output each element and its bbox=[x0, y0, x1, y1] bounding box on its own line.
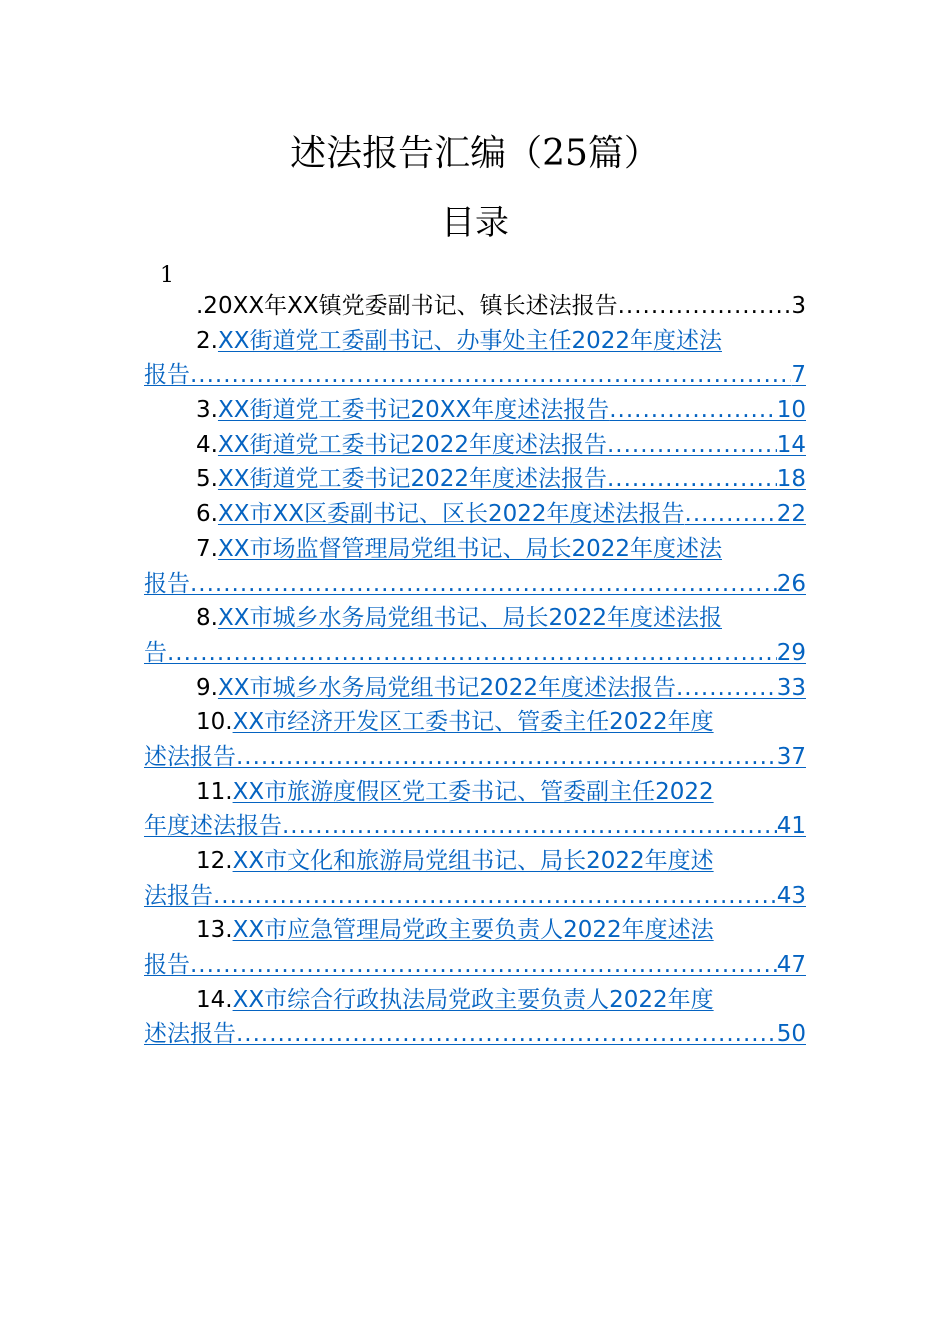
toc-entry-3[interactable] bbox=[144, 393, 806, 428]
toc-page-number: 41 bbox=[776, 813, 806, 840]
toc-entry-title[interactable]: XX街道党工委书记2022年度述法报告 bbox=[217, 466, 607, 493]
toc-entry-11-continuation[interactable] bbox=[144, 809, 806, 844]
toc-entry-title-line2: 报告 bbox=[144, 570, 190, 597]
toc-dot-leader bbox=[609, 393, 776, 428]
toc-entry-title-line2: 述法报告 bbox=[144, 743, 236, 770]
toc-entry-number: 6. bbox=[196, 501, 218, 528]
toc-entry-6[interactable] bbox=[144, 497, 806, 532]
toc-entry-13-continuation[interactable] bbox=[144, 948, 806, 983]
toc-page-number: 50 bbox=[776, 1021, 806, 1048]
toc-entry-7-continuation[interactable] bbox=[144, 567, 806, 602]
toc-entry-8[interactable] bbox=[144, 601, 806, 636]
toc-entry-title-line2: 年度述法报告 bbox=[144, 813, 282, 840]
toc-entry-13[interactable] bbox=[144, 913, 806, 948]
toc-dot-leader bbox=[607, 428, 777, 463]
toc-entry-number: 3. bbox=[196, 397, 218, 424]
toc-entry-title[interactable]: XX市XX区委副书记、区长2022年度述法报告 bbox=[217, 501, 685, 528]
toc-page-number: 7 bbox=[791, 362, 806, 389]
toc-entry-title-line1[interactable]: XX市场监督管理局党组书记、局长2022年度述法 bbox=[217, 535, 722, 562]
toc-entry-8-continuation[interactable] bbox=[144, 636, 806, 671]
toc-entry-title-line2: 报告 bbox=[144, 952, 190, 979]
toc-page-number: 26 bbox=[776, 570, 806, 597]
title-suffix: 篇） bbox=[587, 133, 660, 174]
toc-entry-9[interactable] bbox=[144, 671, 806, 706]
toc-entry-title-line2: 告 bbox=[144, 639, 167, 666]
toc-entry-12-continuation[interactable] bbox=[144, 879, 806, 914]
toc-dot-leader bbox=[282, 809, 777, 844]
toc-entry-title: XX镇党委副书记、镇长述法报告 bbox=[287, 293, 618, 319]
toc-entry-title[interactable]: XX街道党工委书记2022年度述法报告 bbox=[217, 431, 607, 458]
stray-page-number: 1 bbox=[160, 263, 174, 288]
toc-entry-title[interactable]: XX市城乡水务局党组书记2022年度述法报告 bbox=[217, 674, 676, 701]
toc-dot-leader bbox=[190, 948, 777, 983]
toc-entry-11[interactable] bbox=[144, 775, 806, 810]
toc-entry-7[interactable] bbox=[144, 532, 806, 567]
toc-entry-number: 9. bbox=[196, 674, 218, 701]
title-count: 25 bbox=[542, 133, 588, 174]
toc-entry-number: 12. bbox=[196, 848, 233, 874]
toc-entry-title-line2: 报告 bbox=[144, 362, 190, 389]
toc-page-number: 3 bbox=[791, 293, 806, 319]
toc-dot-leader bbox=[607, 462, 777, 497]
toc-entry-title-line1[interactable]: XX市城乡水务局党组书记、局长2022年度述法报 bbox=[217, 605, 722, 632]
toc-page-number: 43 bbox=[776, 882, 806, 909]
toc-entry-number: 2. bbox=[196, 327, 218, 354]
toc-dot-leader bbox=[618, 289, 792, 324]
toc-entry-2-continuation[interactable] bbox=[144, 358, 806, 393]
toc-dot-leader bbox=[685, 497, 777, 532]
document-title bbox=[0, 126, 950, 182]
toc-page-number: 18 bbox=[776, 466, 806, 493]
toc-entry-10-continuation[interactable] bbox=[144, 740, 806, 775]
toc-page-number: 14 bbox=[776, 431, 806, 458]
toc-page-number: 29 bbox=[776, 639, 806, 666]
toc-entry-number: 8. bbox=[196, 605, 218, 632]
toc-page-number: 22 bbox=[776, 501, 806, 528]
toc-dot-leader bbox=[236, 1017, 777, 1052]
toc-entry-title[interactable]: XX街道党工委书记20XX年度述法报告 bbox=[217, 397, 610, 424]
title-prefix: 述法报告汇编（ bbox=[290, 133, 543, 174]
toc-entry-5[interactable] bbox=[144, 462, 806, 497]
toc-entry-title-line1[interactable]: XX市旅游度假区党工委书记、管委副主任2022 bbox=[232, 778, 714, 805]
toc-entry-number: 4. bbox=[196, 431, 218, 458]
toc-entry-title-line1[interactable]: XX市经济开发区工委书记、管委主任2022年度 bbox=[232, 709, 714, 736]
toc-entry-12[interactable] bbox=[144, 844, 806, 879]
toc-dot-leader bbox=[190, 567, 777, 602]
toc-entry-title-line2: 述法报告 bbox=[144, 1021, 236, 1048]
toc-entry-number: 7. bbox=[196, 535, 218, 562]
toc-entry-title-line1[interactable]: XX市综合行政执法局党政主要负责人2022年度 bbox=[232, 986, 714, 1013]
toc-page-number: 47 bbox=[776, 952, 806, 979]
toc-entry-14-continuation[interactable] bbox=[144, 1017, 806, 1052]
toc-entry-title-line1[interactable]: XX市应急管理局党政主要负责人2022年度述法 bbox=[232, 917, 714, 944]
toc-entry-title-line1[interactable]: XX街道党工委副书记、办事处主任2022年度述法 bbox=[217, 327, 722, 354]
toc-entry-title-line1[interactable]: XX市文化和旅游局党组书记、局长2022年度述 bbox=[232, 848, 714, 874]
toc-dot-leader bbox=[167, 636, 777, 671]
toc-dot-leader bbox=[676, 671, 777, 706]
toc-page-number: 10 bbox=[776, 397, 806, 424]
toc-page-number: 37 bbox=[776, 743, 806, 770]
toc-entry-14[interactable] bbox=[144, 983, 806, 1018]
toc-entry-1[interactable] bbox=[144, 289, 806, 324]
toc-entry-4[interactable] bbox=[144, 428, 806, 463]
toc-entry-10[interactable] bbox=[144, 705, 806, 740]
toc-dot-leader bbox=[190, 358, 791, 393]
toc-dot-leader bbox=[236, 740, 777, 775]
toc-entry-number: 13. bbox=[196, 917, 233, 944]
toc-entry-number: 11. bbox=[196, 778, 233, 805]
toc-page-number: 33 bbox=[776, 674, 806, 701]
toc-entry-2[interactable] bbox=[144, 324, 806, 359]
toc-entry-number: .20XX年 bbox=[196, 293, 288, 319]
toc-entry-number: 10. bbox=[196, 709, 233, 736]
toc-entry-number: 5. bbox=[196, 466, 218, 493]
toc-dot-leader bbox=[213, 879, 777, 914]
table-of-contents bbox=[144, 289, 806, 1052]
toc-entry-title-line2: 法报告 bbox=[144, 882, 213, 909]
toc-entry-number: 14. bbox=[196, 986, 233, 1013]
toc-heading: 目录 bbox=[441, 203, 509, 243]
